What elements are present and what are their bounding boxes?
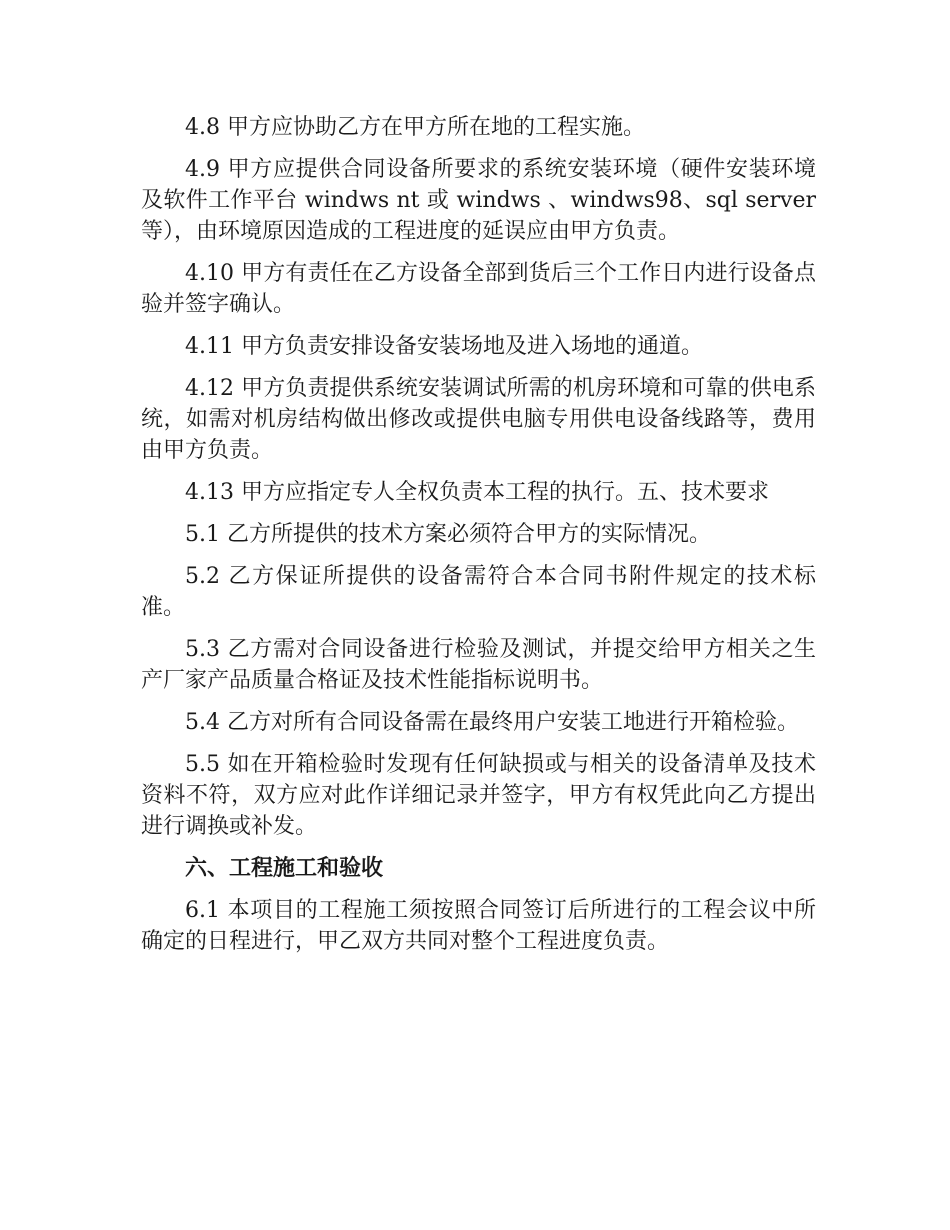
clause-4-8: 4.8 甲方应协助乙方在甲方所在地的工程实施。 (185, 115, 645, 140)
clause-4-13: 4.13 甲方应指定专人全权负责本工程的执行。五、技术要求 (185, 480, 769, 505)
clause-5-2: 5.2 乙方保证所提供的设备需符合本合同书附件规定的技术标准。 (141, 564, 816, 620)
section-heading-6: 六、工程施工和验收 (185, 856, 384, 881)
clause-6-1: 6.1 本项目的工程施工须按照合同签订后所进行的工程会议中所确定的日程进行，甲乙双方共同对整个工程进度负责。 (141, 898, 816, 954)
clause-4-10: 4.10 甲方有责任在乙方设备全部到货后三个工作日内进行设备点验并签字确认。 (141, 261, 816, 317)
clause-5-4: 5.4 乙方对所有合同设备需在最终用户安装工地进行开箱检验。 (185, 710, 799, 735)
document-body (141, 112, 816, 968)
clause-4-11: 4.11 甲方负责安排设备安装场地及进入场地的通道。 (185, 334, 703, 359)
clause-5-3: 5.3 乙方需对合同设备进行检验及测试，并提交给甲方相关之生产厂家产品质量合格证及技术性能指标说明书。 (141, 637, 816, 693)
clause-4-9: 4.9 甲方应提供合同设备所要求的系统安装环境（硬件安装环境及软件工作平台 windws nt 或 windws 、windws98、sql server 等），由环境原因造成的工程进度的延误应由甲方负责。 (141, 157, 816, 244)
clause-5-1: 5.1 乙方所提供的技术方案必须符合甲方的实际情况。 (185, 522, 711, 547)
clause-4-12: 4.12 甲方负责提供系统安装调试所需的机房环境和可靠的供电系统，如需对机房结构做出修改或提供电脑专用供电设备线路等，费用由甲方负责。 (141, 376, 816, 463)
clause-5-5: 5.5 如在开箱检验时发现有任何缺损或与相关的设备清单及技术资料不符，双方应对此作详细记录并签字，甲方有权凭此向乙方提出进行调换或补发。 (141, 752, 816, 839)
